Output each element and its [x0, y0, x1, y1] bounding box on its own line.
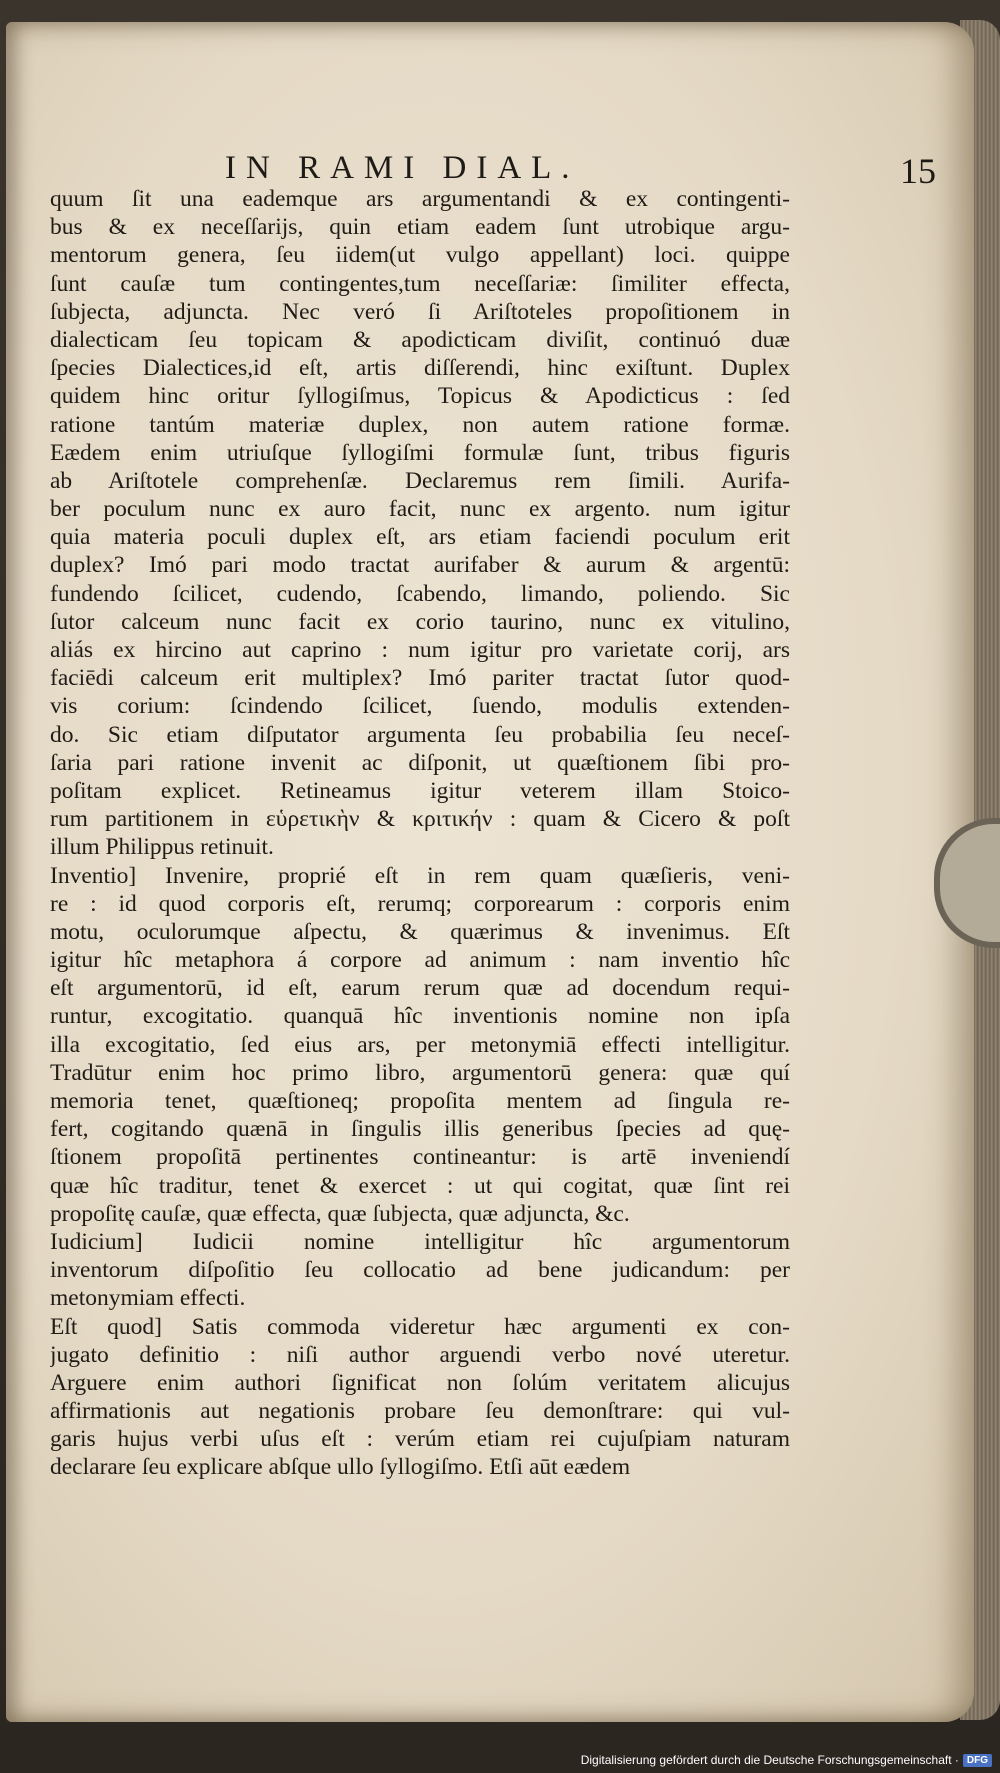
text-line: quum ſit una eademque ars argumentandi & ex contingenti-: [50, 186, 790, 212]
text-line: Tradūtur enim hoc primo libro, argumentorū genera: quæ quí: [50, 1059, 790, 1086]
text-line: ſubjecta, adjuncta. Nec veró ſi Ariſtoteles propoſitionem in: [50, 298, 790, 325]
text-line: do. Sic etiam diſputator argumenta ſeu probabilia ſeu neceſ-: [50, 721, 790, 748]
text-line: propoſitę cauſæ, quæ effecta, quæ ſubjecta, quæ adjuncta, &c.: [50, 1200, 630, 1227]
text-line: ſpecies Dialectices,id eſt, artis diſſerendi, hinc exiſtunt. Duplex: [50, 355, 790, 382]
text-line: illum Philippus retinuit.: [50, 834, 274, 861]
running-head: IN RAMI DIAL.: [225, 150, 580, 186]
text-line: Inventio] Invenire, proprié eſt in rem quam quæſieris, veni-: [50, 862, 790, 889]
text-line: aliás ex hircino aut caprino : num igitur pro varietate corij, ars: [50, 637, 790, 663]
text-line: mentorum genera, ſeu iidem(ut vulgo appellant) loci. quippe: [50, 242, 790, 269]
text-line: ſunt cauſæ tum contingentes,tum neceſſariæ: ſimiliter effecta,: [50, 270, 790, 297]
page-number: 15: [900, 151, 936, 191]
text-line: quia materia poculi duplex eſt, ars etiam faciendi poculum erit: [50, 524, 790, 551]
text-line: motu, oculorumque aſpectu, & quærimus & invenimus. Eſt: [50, 918, 790, 945]
text-line: ber poculum nunc ex auro facit, nunc ex argento. num igitur: [50, 496, 790, 523]
text-line: faciēdi calceum erit multiplex? Imó pariter tractat ſutor quod-: [50, 665, 790, 692]
text-line: rum partitionem in εὑρετικὴν & κριτικήν : quam & Cicero & poſt: [50, 806, 790, 833]
text-line: inventorum diſpoſitio ſeu collocatio ad bene judicandum: per: [50, 1257, 790, 1284]
credit-text: Digitalisierung gefördert durch die Deutsche Forschungsgemeinschaft ·: [580, 1753, 959, 1767]
text-line: Arguere enim authori ſignificat non ſolúm veritatem alicujus: [50, 1369, 790, 1396]
text-line: igitur hîc metaphora á corpore ad animum : nam inventio hîc: [50, 947, 790, 974]
text-line: quidem hinc oritur ſyllogiſmus, Topicus & Apodicticus : ſed: [50, 383, 790, 410]
text-line: re : id quod corporis eſt, rerumq; corporearum : corporis enim: [50, 890, 790, 917]
dfg-logo: DFG: [963, 1754, 992, 1767]
text-line: fert, cogitando quænā in ſingulis illis generibus ſpecies ad quę-: [50, 1116, 790, 1143]
text-line: ab Ariſtotele comprehenſæ. Declaremus rem ſimili. Aurifa-: [50, 467, 790, 494]
text-line: bus & ex neceſſarijs, quin etiam eadem ſunt utrobique argu-: [50, 214, 790, 241]
text-line: declarare ſeu explicare abſque ullo ſyllogiſmo. Etſi aūt eædem: [50, 1454, 631, 1481]
digitization-credit: [581, 1751, 992, 1769]
body-text: [50, 185, 790, 1482]
text-line: garis hujus verbi uſus eſt : verúm etiam rei cujuſpiam naturam: [50, 1426, 790, 1453]
text-line: illa excogitatio, ſed eius ars, per metonymiā effecti intelligitur.: [50, 1031, 790, 1058]
text-line: dialecticam ſeu topicam & apodicticam diviſit, continuó duæ: [50, 326, 790, 353]
text-line: ſtionem propoſitā pertinentes contineantur: is artē inveniendí: [50, 1144, 790, 1171]
text-line: ratione tantúm materiæ duplex, non autem ratione formæ.: [50, 411, 790, 438]
text-line: vis corium: ſcindendo ſcilicet, ſuendo, modulis extenden-: [50, 693, 790, 720]
text-line: jugato definitio : niſi author arguendi verbo nové uteretur.: [50, 1341, 790, 1368]
text-line: Eædem enim utriuſque ſyllogiſmi formulæ ſunt, tribus figuris: [50, 439, 790, 466]
text-line: memoria tenet, quæſtioneq; propoſita mentem ad ſingula re-: [50, 1088, 790, 1114]
text-line: fundendo ſcilicet, cudendo, ſcabendo, limando, poliendo. Sic: [50, 580, 790, 607]
text-line: ſaria pari ratione invenit ac diſponit, ut quæſtionem ſibi pro-: [50, 749, 790, 776]
text-line: duplex? Imó pari modo tractat aurifaber & aurum & argentū:: [50, 552, 790, 579]
text-line: metonymiam effecti.: [50, 1285, 246, 1312]
text-line: Iudicium] Iudicii nomine intelligitur hîc argumentorum: [50, 1228, 790, 1255]
text-line: affirmationis aut negationis probare ſeu demonſtrare: qui vul-: [50, 1398, 790, 1425]
text-line: poſitam explicet. Retineamus igitur veterem illam Stoico-: [50, 777, 790, 804]
text-line: ſutor calceum nunc facit ex corio taurino, nunc ex vitulino,: [50, 608, 790, 635]
text-line: runtur, excogitatio. quanquā hîc inventionis nomine non ipſa: [50, 1003, 790, 1030]
text-line: eſt argumentorū, id eſt, earum rerum quæ ad docendum requi-: [50, 975, 790, 1002]
text-line: Eſt quod] Satis commoda videretur hæc argumenti ex con-: [50, 1313, 790, 1340]
text-line: quæ hîc traditur, tenet & exercet : ut qui cogitat, quæ ſint rei: [50, 1172, 790, 1199]
